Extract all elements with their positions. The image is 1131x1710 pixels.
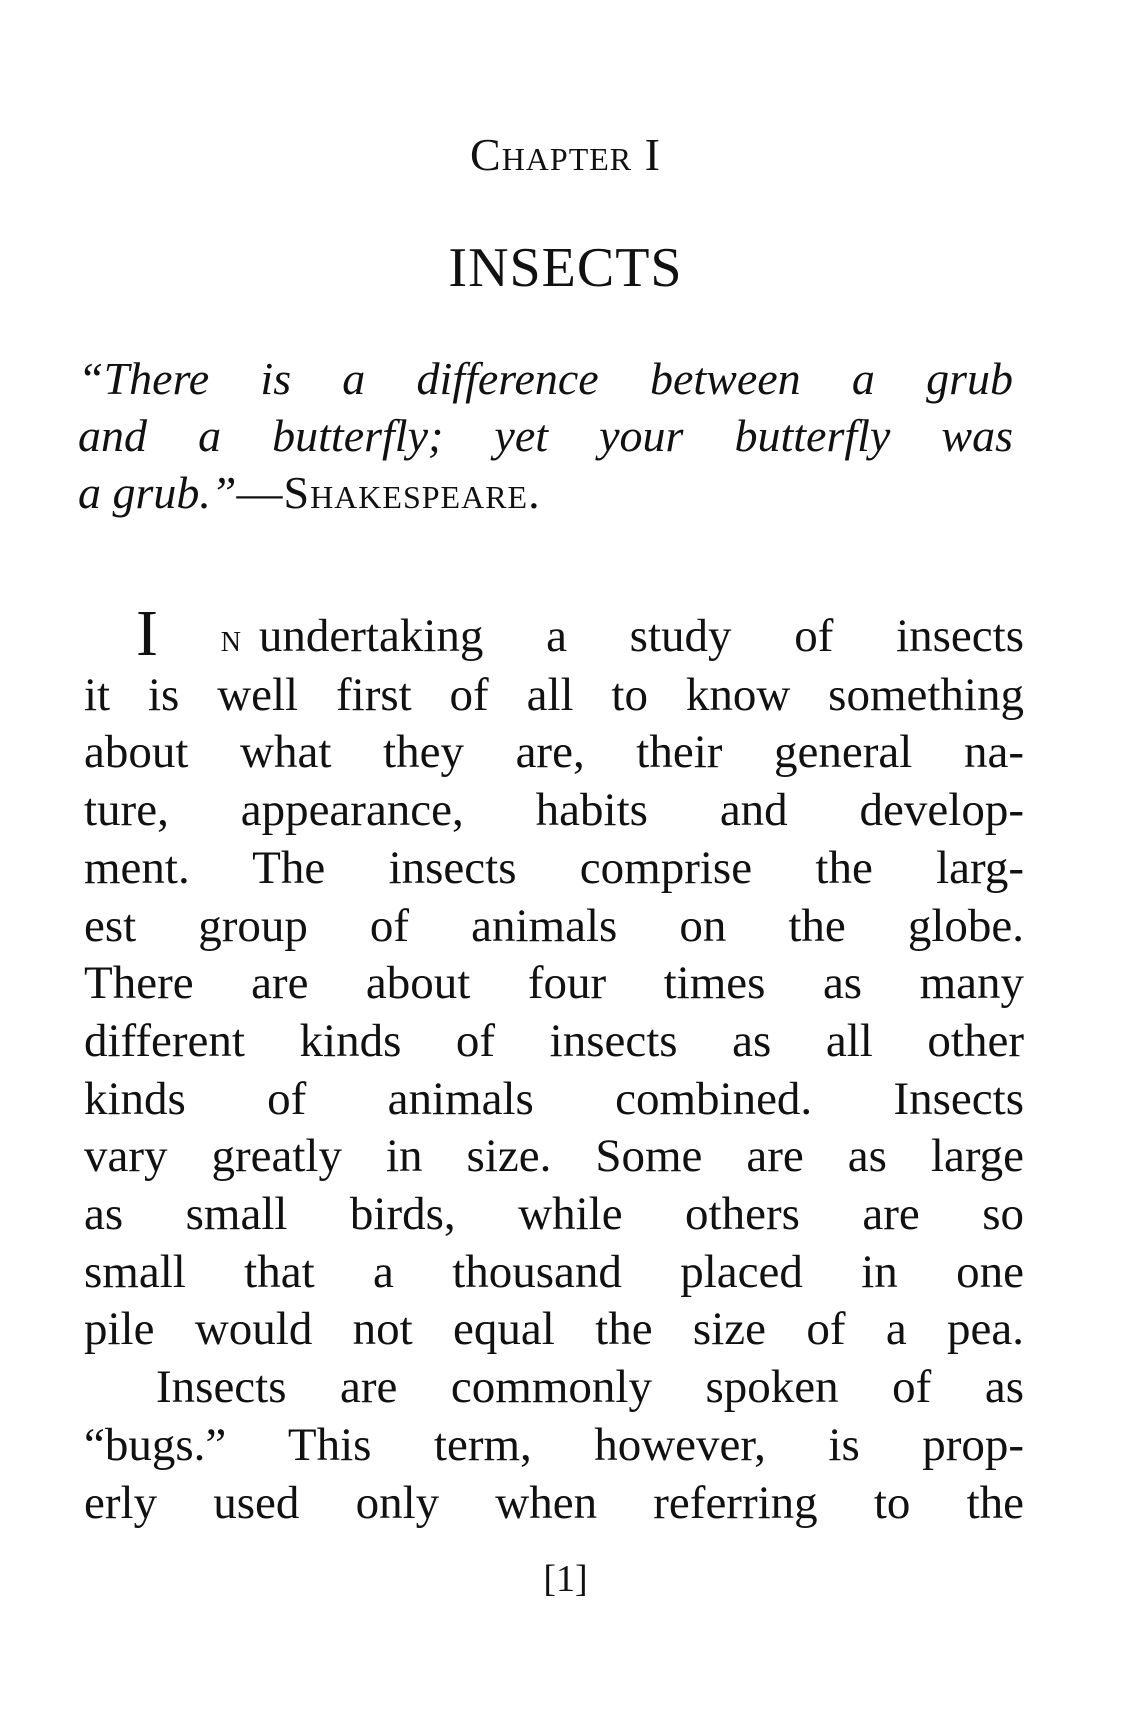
body-line: Insects are commonly spoken of as	[156, 1361, 1024, 1414]
body-line: kinds of animals combined. Insects	[84, 1072, 1024, 1125]
epigraph-line: and a butterfly; yet your butterfly was	[78, 410, 1013, 461]
body-line: vary greatly in size. Some are as large	[84, 1130, 1024, 1183]
chapter-heading: Chapter I	[470, 129, 661, 180]
body-line: There are about four times as many	[84, 957, 1024, 1010]
epigraph-attribution: —Shakespeare.	[236, 467, 541, 518]
body-line: erly used only when referring to the	[84, 1476, 1024, 1529]
body-line: pile would not equal the size of a pea.	[84, 1303, 1024, 1356]
body-line: est group of animals on the globe.	[84, 899, 1024, 952]
paragraph-first-line	[84, 597, 1024, 670]
body-line: different kinds of insects as all other	[84, 1014, 1024, 1067]
chapter-title: INSECTS	[448, 237, 683, 299]
body-line: it is well first of all to know something	[84, 668, 1024, 721]
page-number: [1]	[543, 1558, 588, 1600]
body-line: as small birds, while others are so	[84, 1188, 1024, 1241]
epigraph-line: “There is a difference between a grub	[78, 353, 1013, 404]
body-line: “bugs.” This term, however, is prop-	[84, 1418, 1024, 1471]
body-line: ture, appearance, habits and develop-	[84, 784, 1024, 837]
body-line: small that a thousand placed in one	[84, 1245, 1024, 1298]
epigraph-line: a grub.”	[78, 467, 237, 518]
epigraph	[78, 350, 1013, 521]
body-line: about what they are, their general na-	[84, 726, 1024, 779]
first-line-text: undertaking a study of insects	[258, 610, 1024, 662]
body-line: ment. The insects comprise the larg-	[84, 841, 1024, 894]
drop-cap-rest: n	[220, 615, 241, 660]
epigraph-line-last	[78, 464, 1013, 521]
drop-cap: I	[136, 597, 158, 670]
body-text	[84, 597, 1024, 1532]
